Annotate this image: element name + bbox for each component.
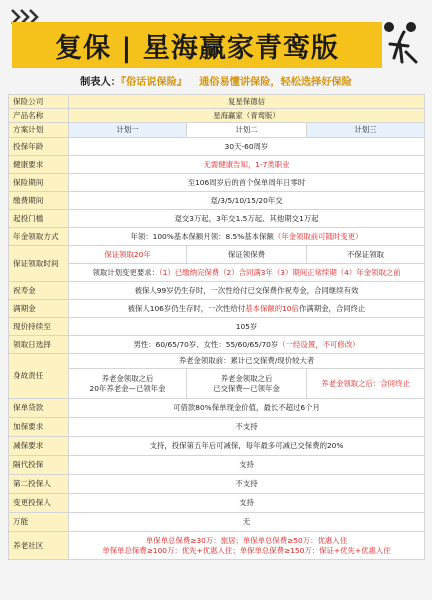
page-title: 复保 | 星海赢家青鸾版	[55, 32, 339, 64]
table-row	[9, 109, 425, 123]
annuity-method-value	[69, 228, 425, 246]
plan3-header: 计划三	[307, 123, 425, 138]
table-row	[9, 174, 425, 192]
guarantee-plan1: 保证领取20年	[69, 246, 187, 264]
period-value: 至106周岁后的首个保单周年日零时	[69, 174, 425, 192]
row-label: 产品名称	[9, 109, 69, 123]
collect-date-value	[69, 336, 425, 354]
table-row	[9, 138, 425, 156]
maturity-text-a: 被保人106岁仍生存时，一次性给付	[127, 303, 246, 313]
proxy-value: 支持	[69, 456, 425, 475]
row-label: 现价持续至	[9, 318, 69, 336]
seal-logo-icon	[378, 18, 422, 66]
table-row	[9, 228, 425, 246]
table-row	[9, 354, 425, 369]
row-label: 第二投保人	[9, 475, 69, 494]
row-label: 满期金	[9, 300, 69, 318]
community-line-2: 单保单总保费≥100万：优先+优惠入住；单保单总保费≥150万：保证+优先+优惠入住	[102, 545, 391, 555]
reduce-value: 支持，投保第五年后可减保，每年最多可减已交保费的20%	[69, 437, 425, 456]
row-label: 保险公司	[9, 95, 69, 109]
threshold-value: 趸交3万起，3年交1.5万起、其他期交1万起	[69, 210, 425, 228]
change-value: 支持	[69, 494, 425, 513]
loan-value: 可借款80%保单现金价值，最长不超过6个月	[69, 399, 425, 418]
death-plan2: 养老金领取之后 已交保费—已领年金	[187, 369, 307, 399]
guarantee-change-conditions: （1）已缴纳完保费（2）合同满3年（3）期间正常续期（4）年金领取之前	[159, 267, 401, 277]
table-row	[9, 123, 425, 138]
product-value: 星海赢家（青鸾版）	[69, 109, 425, 123]
table-row	[9, 369, 425, 399]
community-line-1: 单保单总保费≥30万：旅居；单保单总保费≥50万：优惠入住	[145, 535, 348, 545]
plan2-header: 计划二	[187, 123, 307, 138]
row-label: 方案计划	[9, 123, 69, 138]
annuity-method-text: 年领：100%基本保额月领：8.5%基本保额	[130, 231, 274, 241]
collect-date-text: 男性：60/65/70岁、女性：55/60/65/70岁	[133, 339, 279, 349]
row-label: 保单贷款	[9, 399, 69, 418]
table-row	[9, 282, 425, 300]
table-row	[9, 264, 425, 282]
row-label: 祝寿金	[9, 282, 69, 300]
death-plan3: 养老金领取之后：合同终止	[307, 369, 425, 399]
producer-label: 制表人：	[80, 76, 121, 88]
table-row	[9, 210, 425, 228]
table-row	[9, 300, 425, 318]
table-row	[9, 532, 425, 560]
age-value: 30天-60周岁	[69, 138, 425, 156]
table-row	[9, 437, 425, 456]
add-value: 不支持	[69, 418, 425, 437]
row-label: 起投门槛	[9, 210, 69, 228]
annuity-method-note: （年金领取前可随时变更）	[273, 231, 363, 241]
table-row	[9, 318, 425, 336]
row-label: 保险期间	[9, 174, 69, 192]
maturity-highlight: 基本保额的10倍	[245, 303, 299, 313]
table-row	[9, 399, 425, 418]
death-before-value: 养老金领取前：累计已交保费/现价较大者	[69, 354, 425, 369]
guarantee-change-value	[69, 264, 425, 282]
row-label: 隔代投保	[9, 456, 69, 475]
table-row	[9, 513, 425, 532]
guarantee-plan3: 不保证领取	[307, 246, 425, 264]
table-row	[9, 456, 425, 475]
cash-value-value: 105岁	[69, 318, 425, 336]
row-label: 身故责任	[9, 354, 69, 399]
row-label: 投保年龄	[9, 138, 69, 156]
row-label: 缴费期间	[9, 192, 69, 210]
universal-value: 无	[69, 513, 425, 532]
table-row	[9, 494, 425, 513]
table-row	[9, 192, 425, 210]
row-label: 万能	[9, 513, 69, 532]
row-label: 加保要求	[9, 418, 69, 437]
row-label: 年金领取方式	[9, 228, 69, 246]
company-value: 复星保德信	[69, 95, 425, 109]
comparison-table	[8, 94, 425, 560]
table-row	[9, 95, 425, 109]
row-label: 养老社区	[9, 532, 69, 560]
maturity-text-c: 作满期金，合同终止	[298, 303, 366, 313]
producer-brand: 『俗话说保险』	[120, 76, 188, 88]
row-label: 减保要求	[9, 437, 69, 456]
payment-value: 趸/3/5/10/15/20年交	[69, 192, 425, 210]
health-value: 无需健康告知，1-7类职业	[69, 156, 425, 174]
collect-date-note: （一经设置，不可修改）	[278, 339, 360, 349]
maturity-value	[69, 300, 425, 318]
guarantee-change-label: 领取计划变更要求：	[92, 267, 159, 277]
table-row	[9, 156, 425, 174]
slogan: 通俗易懂讲保险，轻松选择好保险	[199, 76, 352, 88]
guarantee-plan2: 保证领保费	[187, 246, 307, 264]
table-row	[9, 475, 425, 494]
table-row	[9, 336, 425, 354]
death-plan1: 养老金领取之后 20年养老金—已领年金	[69, 369, 187, 399]
birthday-value: 被保人99岁仍生存时，一次性给付已交保费作祝寿金，合同继续有效	[69, 282, 425, 300]
title-bar	[12, 22, 382, 68]
row-label: 保证领取时间	[9, 246, 69, 282]
producer-line	[0, 72, 432, 88]
plan1-header: 计划一	[69, 123, 187, 138]
row-label: 健康要求	[9, 156, 69, 174]
community-value	[69, 532, 425, 560]
second-value: 不支持	[69, 475, 425, 494]
row-label: 变更投保人	[9, 494, 69, 513]
table-row	[9, 418, 425, 437]
row-label: 领取日选择	[9, 336, 69, 354]
table-row	[9, 246, 425, 264]
